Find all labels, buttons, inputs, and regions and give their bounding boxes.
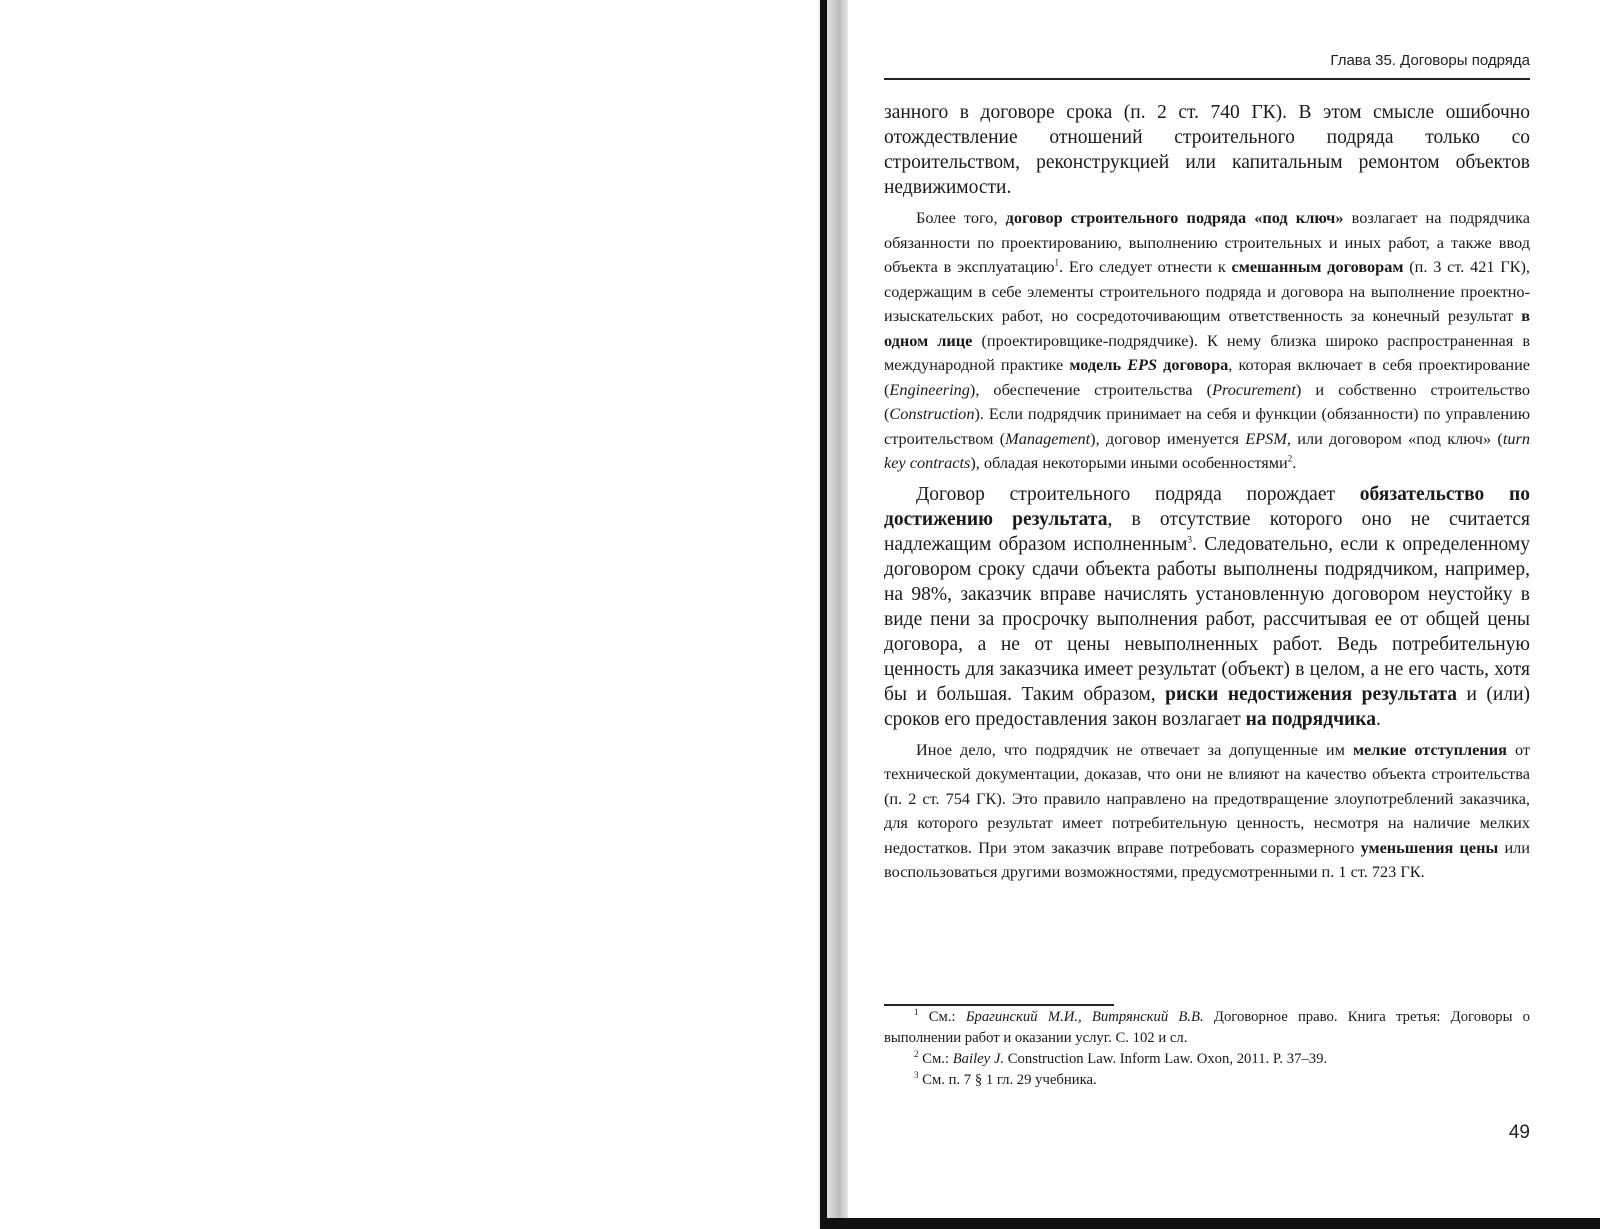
paragraph-1: занного в договоре срока (п. 2 ст. 740 ГК). В этом смысле ошибочно отождествление отношений строительного подряда только со строительством, реконструкцией или капитальным ремонтом объектов недвижимости. [884,102,1530,198]
footnote-rule [884,1004,1114,1006]
paragraph-4: Иное дело, что подрядчик не отвечает за допущенные им мелкие отступления от технической документации, доказав, что они не влияют на качество объекта строительства (п. 2 ст. 754 ГК). Это правило направлено на предотвращение злоупотреблений заказчика, для которого результат имеет потребительную ценность, несмотря на наличие мелких недостатков. При этом заказчик вправе потребовать соразмерного уменьшения цены или воспользоваться другими возможностями, предусмотренными п. 1 ст. 723 ГК. [884,739,1531,881]
paragraph-2: Более того, договор строительного подряда «под ключ» возлагает на подрядчика обязанности по проектированию, выполнению строительных и иных работ, а также ввод объекта в эксплуатацию$^1$. Его следует отнести к смешанным договорам (п. 3 ст. 421 ГК), содержащим в себе элементы строительного подряда и договора на выполнение проектно-изыскательских работ, но сосредоточивающим ответственность за конечный результат в одном лице (проектировщике-подрядчике). К нему близка широко распространенная в международной практике модель EPS договора, которая включает в себя проектирование (Engineering), обеспечение строительства (Procurement) и собственно строительство (Construction). Если подрядчик принимает на себя и функции (обязанности) по управлению строительством (Management), договор именуется EPSM, или договором «под ключ» (turn key contracts), обладая некоторыми иными особенностями$^2$. [884,208,1531,472]
footnote-1: $^1$ См.: Брагинский М.И., Витрянский В.В. Договорное право. Книга третья: Договоры о выполнении работ и оказании услуг. С. 102 и сл. [884,1007,1531,1046]
paragraph-3: Договор строительного подряда порождает обязательство по достижению результата, в отсутствие которого оно не считается надлежащим образом исполненным$^3$. Следовательно, если к определенному договором сроку сдачи объекта работы выполнены подрядчиком, например, на 98%, заказчик вправе начислять установленную договором неустойку в виде пени за просрочку выполнения работ, рассчитывая ее от общей цены договора, а не от цены невыполненных работ. Ведь потребительную ценность для заказчика имеет результат (объект) в целом, а не его часть, хотя бы и большая. Таким образом, риски недостижения результата и (или) сроков его предоставления закон возлагает на подрядчика. [884,483,1531,730]
footnote-ref-1: 1 [1054,257,1060,268]
footnote-ref-2: 2 [1287,453,1293,464]
body-text [884,100,1530,891]
page-number: 49 [1508,1122,1530,1143]
header-rule [884,78,1530,80]
running-head: Глава 35. Договоры подряда [1330,52,1530,69]
binding-shadow [820,0,827,1229]
footnote-2: $^2$ См.: Bailey J. Construction Law. Inform Law. Oxon, 2011. P. 37–39. [914,1049,1328,1067]
book-page [880,0,1530,1229]
footnote-ref-3: 3 [1187,534,1192,544]
footnotes [884,1007,1530,1091]
footnote-3: $^3$ См. п. 7 § 1 гл. 29 учебника. [914,1070,1097,1088]
